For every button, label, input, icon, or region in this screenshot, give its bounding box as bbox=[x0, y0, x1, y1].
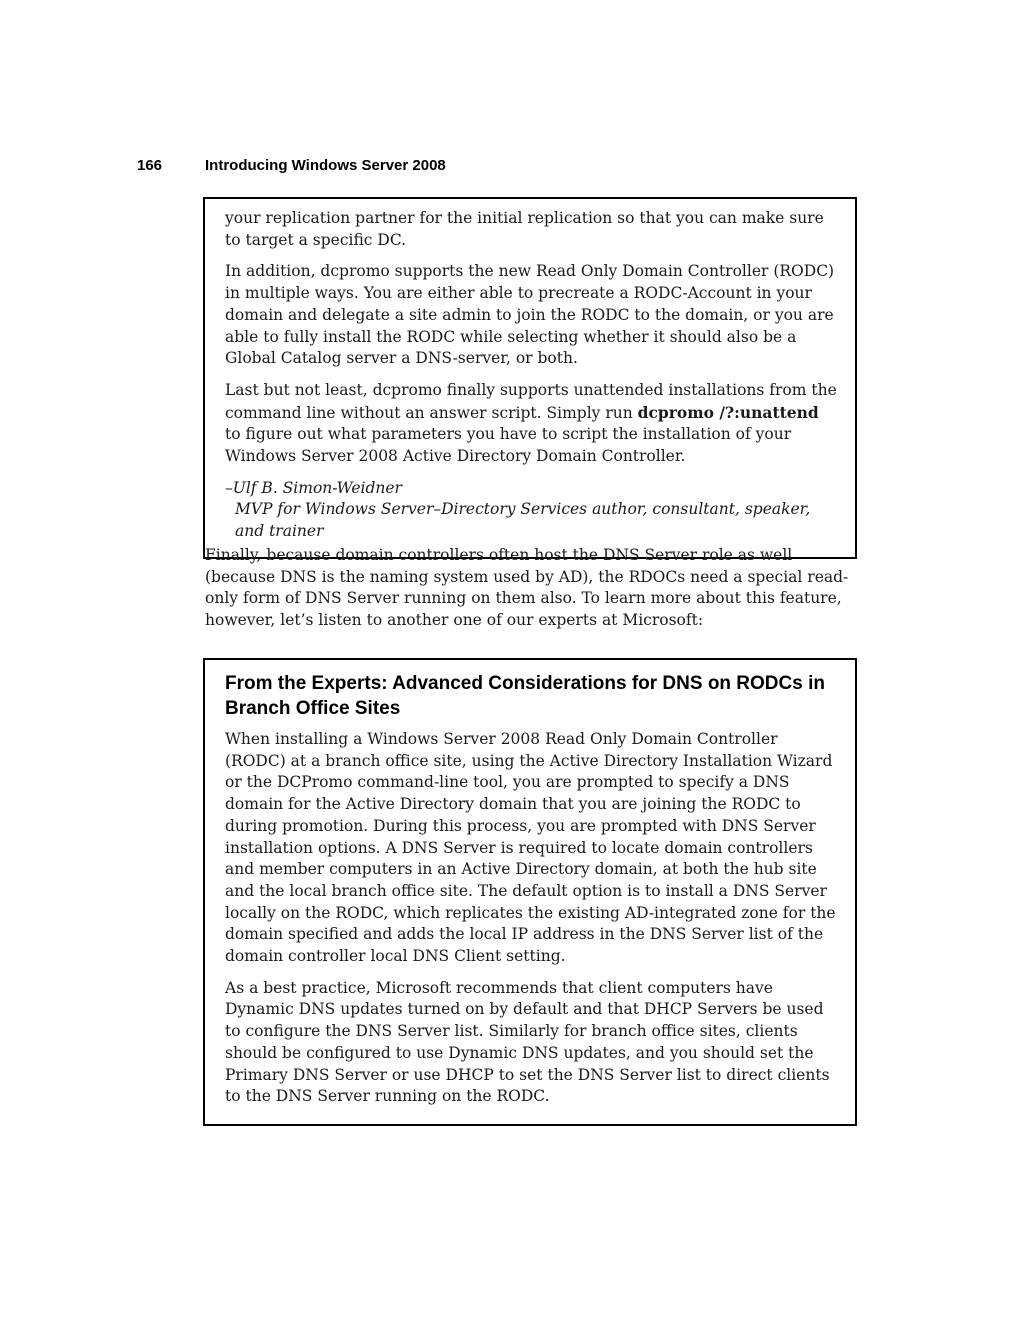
experts-box-heading: From the Experts: Advanced Considerations for DNS on RODCs in Branch Office Sites bbox=[225, 673, 825, 719]
quote-paragraph: In addition, dcpromo supports the new Read Only Domain Controller (RODC) in multiple ways. You are either able to precreate a RODC-Account in your domain and delegate a site admin to join the RODC to the domain, or you are able to fully install the RODC while selecting whether it should also be a Global Catalog server a DNS-server, or both. bbox=[225, 262, 835, 368]
attribution-title: MVP for Windows Server–Directory Services author, consultant, speaker, and trainer bbox=[235, 500, 811, 541]
from-the-experts-box bbox=[203, 658, 857, 1126]
running-header bbox=[137, 157, 857, 174]
body-paragraph: Finally, because domain controllers often host the DNS Server role as well (because DNS is the naming system used by AD), the RDOCs need a special read-only form of DNS Server running on them also. To learn more about this feature, however, let’s listen to another one of our experts at Microsoft: bbox=[205, 546, 849, 630]
quote-text-segment: Last but not least, dcpromo finally supports unattended installations from the command line without an answer script. Simply run bbox=[225, 380, 837, 422]
quote-paragraph bbox=[225, 380, 837, 468]
expert-quote-box bbox=[203, 197, 857, 559]
command-text: dcpromo /?:unattend bbox=[637, 402, 819, 422]
experts-paragraph: As a best practice, Microsoft recommends that client computers have Dynamic DNS updates turned on by default and that DHCP Servers be used to configure the DNS Server list. Similarly for branch office sites, clients should be configured to use Dynamic DNS updates, and you should set the Primary DNS Server or use DHCP to set the DNS Server list to direct clients to the DNS Server running on the RODC. bbox=[225, 978, 830, 1106]
attribution-name: –Ulf B. Simon-Weidner bbox=[225, 478, 402, 497]
quote-paragraph: your replication partner for the initial replication so that you can make sure to target a specific DC. bbox=[225, 209, 824, 249]
experts-paragraph: When installing a Windows Server 2008 Read Only Domain Controller (RODC) at a branch office site, using the Active Directory Installation Wizard or the DCPromo command-line tool, you are prompted to specify a DNS domain for the Active Directory domain that you are joining the RODC to during promotion. During this process, you are prompted with DNS Server installation options. A DNS Server is required to locate domain controllers and member computers in an Active Directory domain, at both the hub site and the local branch office site. The default option is to install a DNS Server locally on the RODC, which replicates the existing AD-integrated zone for the domain specified and adds the local IP address in the DNS Server list of the domain controller local DNS Client setting. bbox=[225, 730, 836, 966]
chapter-title: Introducing Windows Server 2008 bbox=[205, 157, 446, 174]
page-number: 166 bbox=[137, 157, 163, 174]
quote-text-segment: to figure out what parameters you have to script the installation of your Windows Server 2008 Active Directory Domain Controller. bbox=[225, 425, 792, 466]
